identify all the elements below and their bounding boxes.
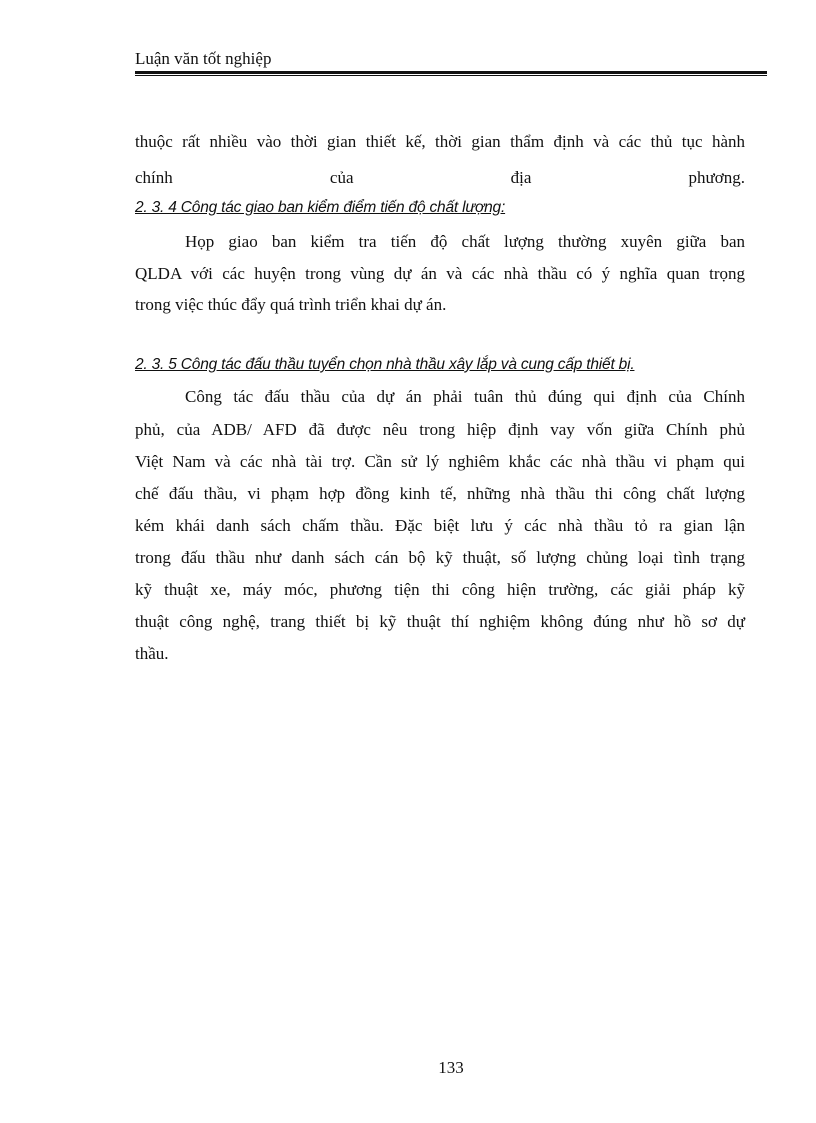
section-heading: 2. 3. 4 Công tác giao ban kiểm điểm tiến độ chất lượng: [135,199,506,216]
paragraph-line: kém khái danh sách chấm thầu. Đặc biệt lưu ý các nhà thầu tỏ ra gian lận [135,516,745,535]
paragraph-line: chế đấu thầu, vi phạm hợp đồng kinh tế, những nhà thầu thi công chất lượng [135,484,745,503]
page-number: 133 [438,1058,464,1077]
header-rule-thin [135,75,767,76]
section-heading: 2. 3. 5 Công tác đấu thầu tuyển chọn nhà thầu xây lắp và cung cấp thiết bị. [135,356,635,373]
paragraph-line: QLDA với các huyện trong vùng dự án và các nhà thầu có ý nghĩa quan trọng [135,264,745,283]
paragraph-line: Việt Nam và các nhà tài trợ. Cần sử lý nghiêm khắc các nhà thầu vi phạm qui [135,452,745,471]
paragraph-line: Công tác đấu thầu của dự án phải tuân thủ đúng qui định của Chính [185,387,745,406]
paragraph-line: trong việc thúc đẩy quá trình triển khai dự án. [135,295,447,314]
paragraph-line: trong đấu thầu như danh sách cán bộ kỹ thuật, số lượng chủng loại tình trạng [135,548,745,567]
paragraph-line: chính của địa phương. [135,168,745,187]
paragraph-line: thuộc rất nhiều vào thời gian thiết kế, thời gian thẩm định và các thủ tục hành [135,132,745,151]
running-header: Luận văn tốt nghiệp [135,49,272,68]
paragraph-line: kỹ thuật xe, máy móc, phương tiện thi công hiện trường, các giải pháp kỹ [135,580,745,599]
paragraph-line: phủ, của ADB/ AFD đã được nêu trong hiệp định vay vốn giữa Chính phủ [135,420,745,439]
paragraph-line: thầu. [135,644,169,663]
paragraph-line: thuật công nghệ, trang thiết bị kỹ thuật thí nghiệm không đúng như hồ sơ dự [135,612,745,631]
paragraph-line: Họp giao ban kiểm tra tiến độ chất lượng thường xuyên giữa ban [185,232,745,251]
header-rule-thick [135,71,767,74]
